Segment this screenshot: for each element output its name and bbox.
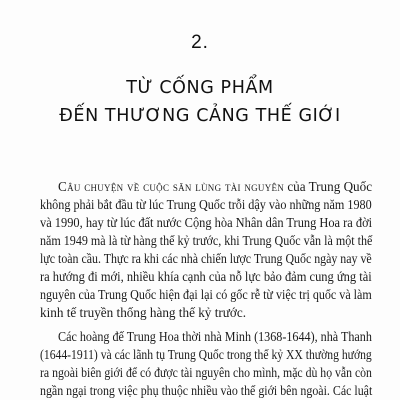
paragraph-1-lead: Câu chuyện về cuộc săn lùng tài nguyên — [58, 179, 285, 194]
paragraph-1-line-8: kinh tế truyền thống hàng thế kỷ trước. — [40, 305, 247, 320]
paragraph-1-line-2: không phải bắt đầu từ lúc Trung Quốc trỗi dậy vào những năm 1980 — [40, 197, 372, 212]
paragraph-2-line-2: (1644-1911) và các lãnh tụ Trung Quốc trong thế kỷ XX thường hướng — [40, 347, 372, 362]
paragraph-1-line-3: và 1990, hay từ lúc đất nước Cộng hòa Nhân dân Trung Hoa ra đời — [40, 215, 373, 230]
paragraph-2-line-3: ra ngoài biên giới để có được tài nguyên cho mình, mặc dù họ vẫn còn — [40, 365, 372, 380]
paragraph-1-line-6: ra hướng đi mới, nhiều khía cạnh của nỗ lực bảo đảm cung ứng tài — [40, 269, 372, 284]
paragraph-1-line-1 — [58, 179, 372, 194]
chapter-number: 2. — [191, 32, 209, 53]
paragraph-1-line-5: lực toàn cầu. Thực ra khi các nhà chiến lược Trung Quốc ngày nay về — [40, 251, 372, 266]
chapter-title-line-1: TỪ CỐNG PHẨM — [126, 78, 274, 98]
paragraph-1-line-4: năm 1949 mà là từ hàng thế kỷ trước, khi Trung Quốc vẫn là một thế — [40, 233, 373, 248]
paragraph-1-line-1-rest: của Trung Quốc — [284, 179, 373, 194]
paragraph-2-line-1: Các hoàng đế Trung Hoa thời nhà Minh (1368-1644), nhà Thanh — [58, 329, 372, 344]
paragraph-1-line-7: nguyên của Trung Quốc hiện đại lại có gốc rễ từ việc trị quốc và làm — [40, 287, 372, 302]
paragraph-2-line-4: ngần ngại trong việc phụ thuộc nhiều vào thế giới bên ngoài. Các luật — [40, 383, 373, 398]
chapter-title-line-2: ĐẾN THƯƠNG CẢNG THẾ GIỚI — [59, 106, 341, 126]
